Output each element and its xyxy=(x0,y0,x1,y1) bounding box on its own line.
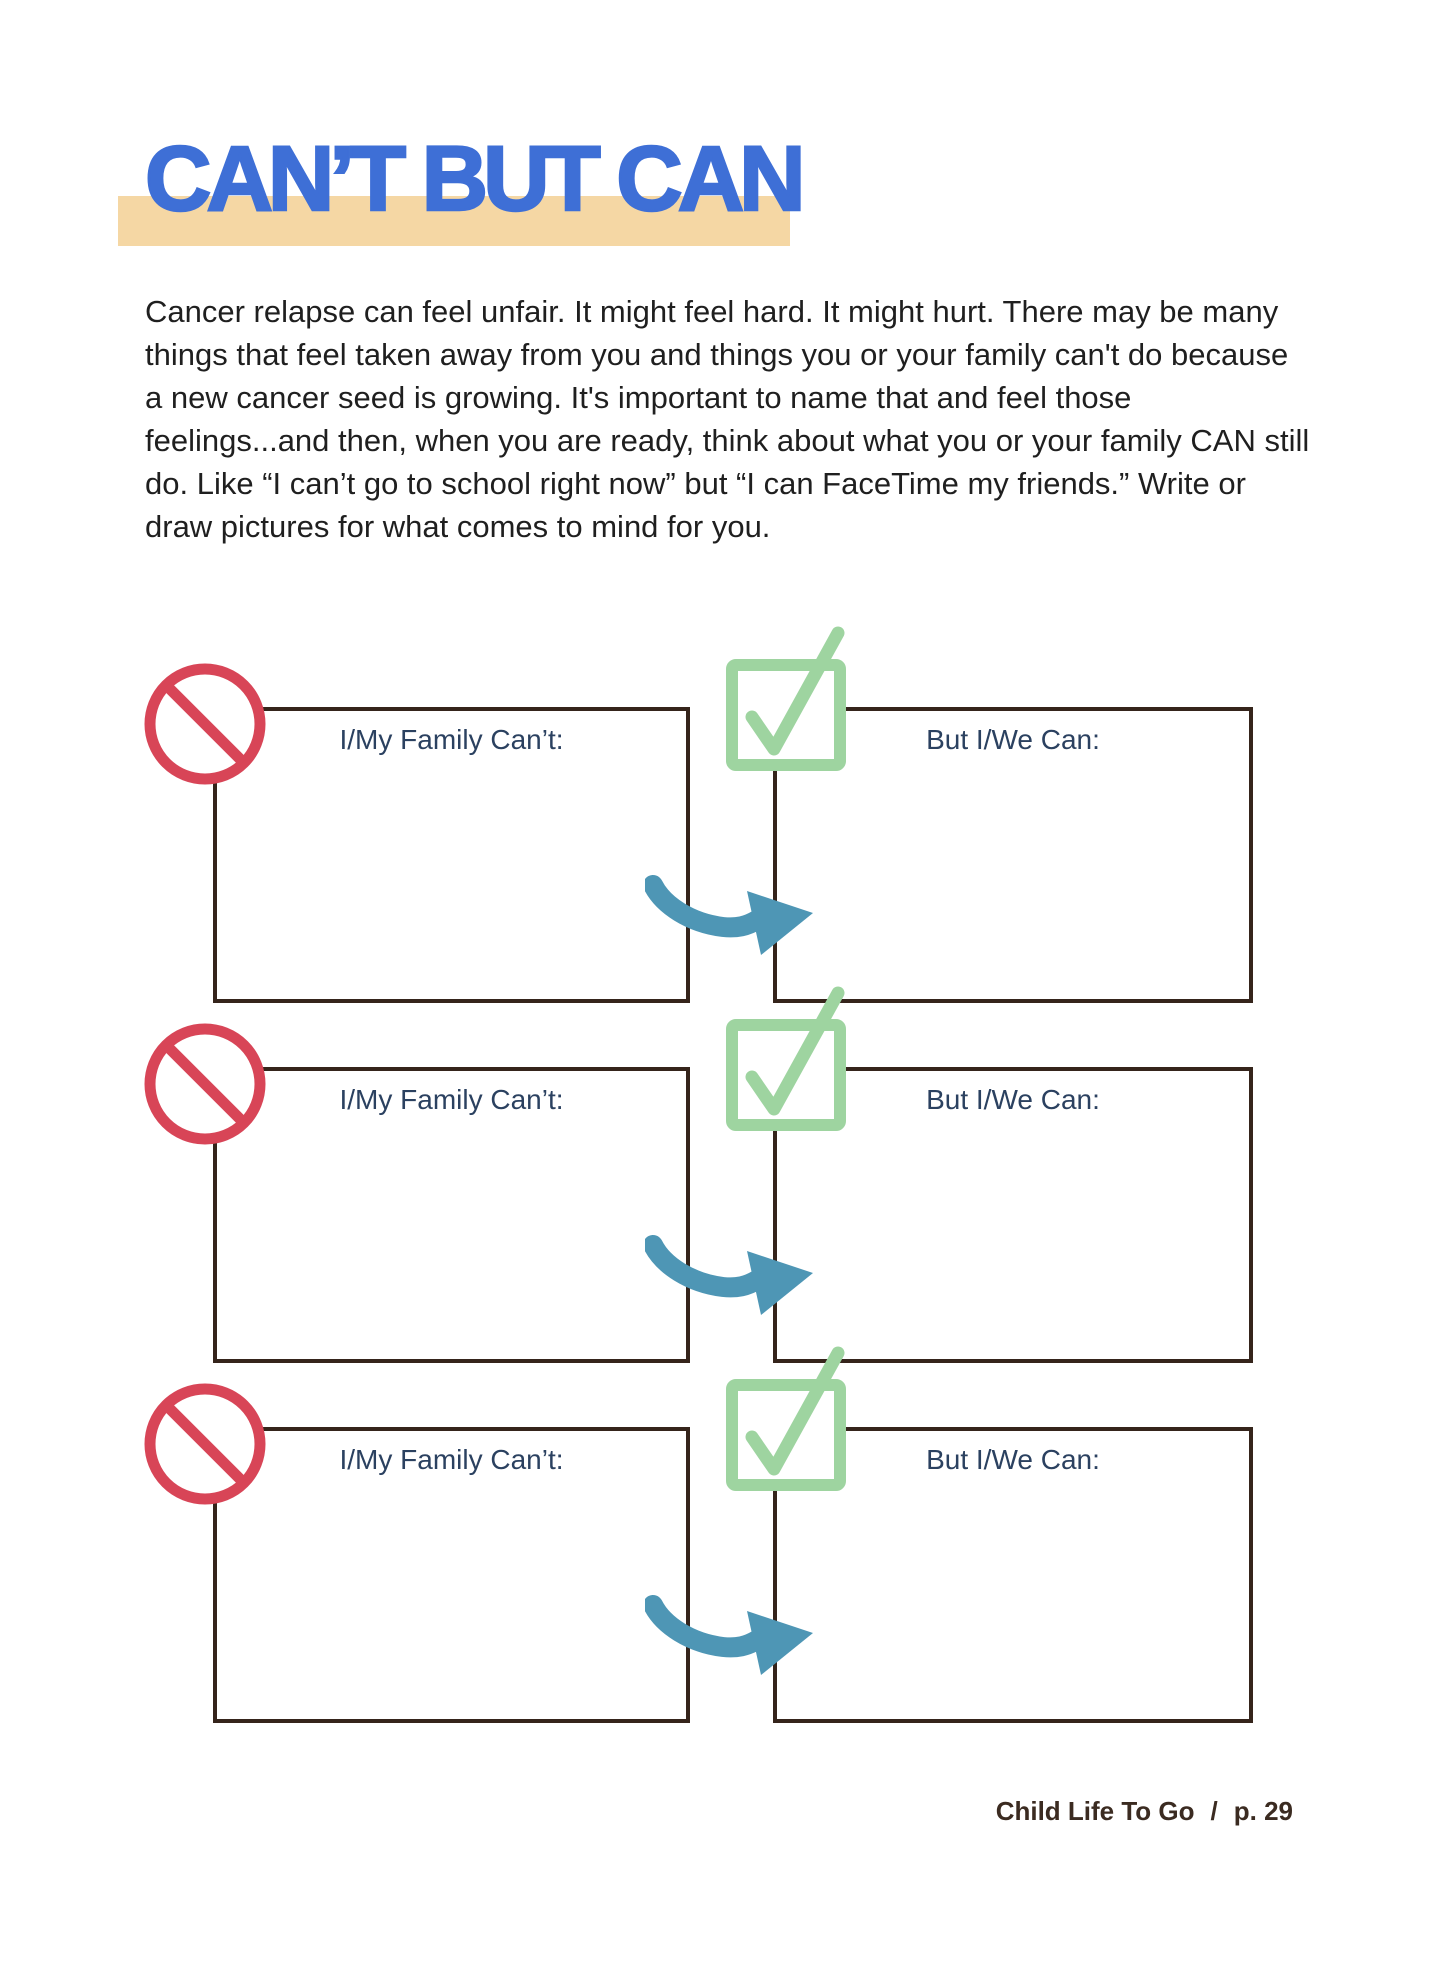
cant-box-label: I/My Family Can’t: xyxy=(339,724,564,755)
intro-paragraph: Cancer relapse can feel unfair. It might feel hard. It might hurt. There may be many things that feel taken away from you and things you or your family can't do because a new cancer seed is growing. It's important to name that and feel those feelings...and then, when you are ready, think about what you or your family CAN still do. Like “I can’t go to school right now” but “I can FaceTime my friends.” Write or draw pictures for what comes to mind for you. xyxy=(145,294,1310,544)
cant-writing-area[interactable] xyxy=(213,707,690,1003)
worksheet-row xyxy=(0,625,1445,1005)
can-box-label: But I/We Can: xyxy=(926,724,1100,755)
can-box-label: But I/We Can: xyxy=(926,1444,1100,1475)
worksheet-row xyxy=(0,985,1445,1365)
checkbox-icon xyxy=(710,1345,860,1503)
prohibition-icon xyxy=(142,661,268,787)
can-box-label: But I/We Can: xyxy=(926,1084,1100,1115)
cant-writing-area[interactable] xyxy=(213,1067,690,1363)
prohibition-icon xyxy=(142,1021,268,1147)
curved-arrow-icon xyxy=(645,1223,815,1318)
cant-box-label: I/My Family Can’t: xyxy=(339,1084,564,1115)
page-title: CAN’T BUT CAN xyxy=(145,128,801,230)
footer-separator: / xyxy=(1210,1796,1218,1826)
cant-box-label: I/My Family Can’t: xyxy=(339,1444,564,1475)
footer-brand: Child Life To Go xyxy=(995,1796,1195,1826)
page-footer xyxy=(996,1796,1293,1827)
footer-page-number: p. 29 xyxy=(1233,1796,1293,1826)
prohibition-icon xyxy=(142,1381,268,1507)
curved-arrow-icon xyxy=(645,863,815,958)
worksheet-row xyxy=(0,1345,1445,1725)
checkbox-icon xyxy=(710,985,860,1143)
curved-arrow-icon xyxy=(645,1583,815,1678)
checkbox-icon xyxy=(710,625,860,783)
cant-writing-area[interactable] xyxy=(213,1427,690,1723)
